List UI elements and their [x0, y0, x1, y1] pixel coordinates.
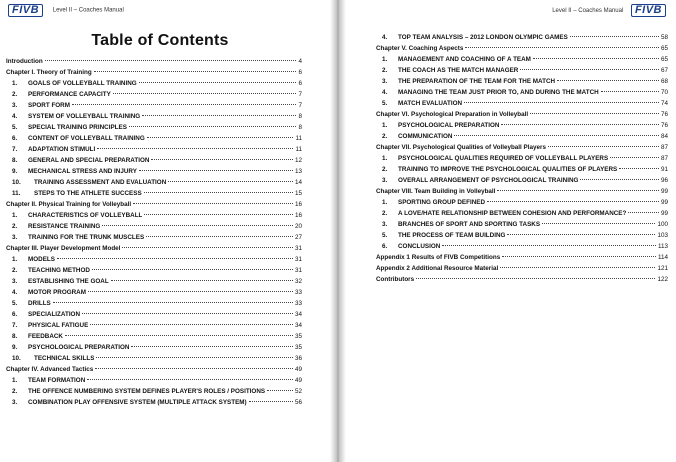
toc-entry-title: ESTABLISHING THE GOAL [28, 278, 109, 285]
toc-entry-title: CHARACTERISTICS OF VOLLEYBALL [28, 212, 143, 219]
toc-entry-title: COMBINATION PLAY OFFENSIVE SYSTEM (MULTIPLE ATTACK SYSTEM) [28, 399, 247, 406]
book-gutter [330, 0, 346, 462]
toc-entry-number: 10. [12, 355, 21, 362]
dot-leader [548, 146, 659, 147]
dot-leader [497, 190, 659, 191]
toc-entry-number: 6. [382, 243, 388, 250]
toc-entry-row[interactable] [6, 122, 302, 133]
toc-entry-number: 1. [12, 212, 18, 219]
dot-leader [465, 47, 659, 48]
toc-entry-title: ADAPTATION STIMULI [28, 146, 96, 153]
toc-chapter-row[interactable] [376, 43, 668, 54]
toc-entry-title: PHYSICAL FATIGUE [28, 322, 89, 329]
toc-entry-number: 2. [382, 166, 388, 173]
toc-page-number: 34 [294, 322, 302, 329]
toc-page-number: 6 [298, 80, 302, 87]
dot-leader [168, 181, 293, 182]
toc-entry-row[interactable] [6, 177, 302, 188]
toc-entry-row[interactable] [376, 164, 668, 175]
toc-chapter-row[interactable] [376, 186, 668, 197]
toc-entry-number: 2. [382, 67, 388, 74]
toc-entry-title: SPORT FORM [28, 102, 70, 109]
toc-chapter-row[interactable] [376, 263, 668, 274]
toc-entry-number: 1. [12, 80, 18, 87]
dot-leader [94, 71, 297, 72]
toc-chapter-row[interactable] [376, 142, 668, 153]
toc-entry-row[interactable] [376, 175, 668, 186]
toc-entry-title: PERFORMANCE CAPACITY [28, 91, 111, 98]
toc-entry-row[interactable] [6, 111, 302, 122]
toc-entry-title: Contributors [376, 276, 415, 283]
toc-entry-number: 1. [382, 199, 388, 206]
toc-entry-row[interactable] [6, 100, 302, 111]
toc-entry-row[interactable] [6, 298, 302, 309]
dot-leader [129, 126, 297, 127]
toc-page-number: 4 [298, 58, 302, 65]
toc-page-number: 15 [294, 190, 302, 197]
dot-leader [580, 179, 659, 180]
toc-chapter-row[interactable] [6, 67, 302, 78]
dot-leader [88, 291, 293, 292]
toc-page-number: 20 [294, 223, 302, 230]
toc-entry-row[interactable] [6, 397, 302, 408]
toc-chapter-row[interactable] [376, 252, 668, 263]
toc-page-number: 99 [660, 210, 668, 217]
toc-page-number: 8 [298, 113, 302, 120]
toc-entry-row[interactable] [6, 166, 302, 177]
toc-entry-title: Chapter III. Player Development Model [6, 245, 121, 252]
toc-entry-row[interactable] [376, 219, 668, 230]
toc-entry-row[interactable] [376, 65, 668, 76]
toc-page-number: 16 [294, 212, 302, 219]
toc-entry-number: 4. [382, 89, 388, 96]
toc-entry-row[interactable] [376, 98, 668, 109]
toc-entry-row[interactable] [376, 241, 668, 252]
toc-list-right [376, 32, 668, 285]
toc-entry-title: Chapter VI. Psychological Preparation in Volleyball [376, 111, 529, 118]
toc-entry-title: FEEDBACK [28, 333, 63, 340]
dot-leader [610, 157, 659, 158]
toc-page-number: 8 [298, 124, 302, 131]
toc-page-number: 16 [294, 201, 302, 208]
toc-entry-row[interactable] [6, 320, 302, 331]
toc-entry-title: COMMUNICATION [398, 133, 453, 140]
toc-entry-row[interactable] [6, 210, 302, 221]
toc-entry-row[interactable] [376, 87, 668, 98]
toc-entry-title: THE PREPARATION OF THE TEAM FOR THE MATCH [398, 78, 556, 85]
toc-entry-row[interactable] [376, 208, 668, 219]
toc-entry-number: 7. [12, 322, 18, 329]
toc-entry-title: RESISTANCE TRAINING [28, 223, 101, 230]
toc-page-number: 49 [294, 377, 302, 384]
toc-entry-number: 3. [382, 78, 388, 85]
toc-entry-row[interactable] [6, 386, 302, 397]
toc-page-number: 12 [294, 157, 302, 164]
toc-page-number: 27 [294, 234, 302, 241]
dot-leader [111, 280, 293, 281]
toc-page-number: 68 [660, 78, 668, 85]
dot-leader [82, 313, 293, 314]
dot-leader [442, 245, 656, 246]
toc-entry-number: 7. [12, 146, 18, 153]
dot-leader [57, 258, 293, 259]
toc-entry-title: Chapter I. Theory of Training [6, 69, 92, 76]
dot-leader [72, 104, 297, 105]
toc-entry-row[interactable] [6, 232, 302, 243]
toc-entry-title: Appendix 1 Results of FIVB Competitions [376, 254, 501, 261]
toc-entry-title: TRAINING ASSESSMENT AND EVALUATION [34, 179, 167, 186]
toc-entry-row[interactable] [6, 188, 302, 199]
dot-leader [507, 234, 655, 235]
toc-entry-row[interactable] [6, 375, 302, 386]
toc-page-number: 76 [660, 122, 668, 129]
dot-leader [147, 137, 294, 138]
toc-entry-title: CONTENT OF VOLLEYBALL TRAINING [28, 135, 145, 142]
dot-leader [601, 91, 659, 92]
toc-page-number: 114 [657, 254, 668, 261]
toc-entry-title: Appendix 2 Additional Resource Material [376, 265, 499, 272]
toc-page-number: 58 [660, 34, 668, 41]
toc-title: Table of Contents [91, 32, 229, 49]
toc-chapter-row[interactable] [6, 56, 302, 67]
toc-entry-title: TECHNICAL SKILLS [34, 355, 95, 362]
toc-entry-title: Chapter IV. Advanced Tactics [6, 366, 94, 373]
toc-entry-row[interactable] [376, 230, 668, 241]
fivb-logo: FIVB [8, 4, 43, 17]
dot-leader [501, 124, 659, 125]
toc-entry-number: 6. [12, 311, 18, 318]
manual-label: Level II – Coaches Manual [552, 7, 624, 14]
toc-page-number: 35 [294, 333, 302, 340]
toc-entry-title: STEPS TO THE ATHLETE SUCCESS [34, 190, 142, 197]
toc-chapter-row[interactable] [6, 199, 302, 210]
toc-entry-title: MANAGEMENT AND COACHING OF A TEAM [398, 56, 531, 63]
toc-page-number: 65 [660, 56, 668, 63]
toc-entry-number: 3. [12, 399, 18, 406]
toc-entry-number: 1. [382, 56, 388, 63]
left-page [0, 0, 336, 462]
toc-entry-title: CONCLUSION [398, 243, 441, 250]
dot-leader [97, 148, 293, 149]
toc-entry-number: 3. [12, 234, 18, 241]
toc-chapter-row[interactable] [6, 243, 302, 254]
toc-entry-title: SPECIAL TRAINING PRINCIPLES [28, 124, 127, 131]
toc-page-number: 11 [295, 135, 302, 142]
dot-leader [249, 401, 293, 402]
toc-entry-row[interactable] [6, 155, 302, 166]
toc-page-number: 31 [294, 245, 302, 252]
toc-entry-title: DRILLS [28, 300, 51, 307]
toc-entry-title: MODELS [28, 256, 55, 263]
toc-entry-number: 3. [12, 278, 18, 285]
toc-page-number: 33 [294, 300, 302, 307]
toc-entry-title: MECHANICAL STRESS AND INJURY [28, 168, 137, 175]
toc-entry-row[interactable] [376, 32, 668, 43]
toc-page-number: 13 [294, 168, 302, 175]
toc-entry-number: 10. [12, 179, 21, 186]
dot-leader [464, 102, 659, 103]
toc-page-number: 7 [298, 102, 302, 109]
toc-entry-number: 5. [382, 100, 388, 107]
toc-page-number: 32 [294, 278, 302, 285]
toc-page-number: 74 [660, 100, 668, 107]
dot-leader [144, 214, 293, 215]
dot-leader [520, 69, 659, 70]
toc-entry-title: PSYCHOLOGICAL PREPARATION [398, 122, 500, 129]
toc-entry-row[interactable] [6, 78, 302, 89]
dot-leader [95, 368, 293, 369]
toc-entry-row[interactable] [6, 133, 302, 144]
toc-page-number: 99 [660, 188, 668, 195]
toc-entry-number: 4. [12, 113, 18, 120]
toc-entry-row[interactable] [6, 309, 302, 320]
toc-entry-title: TEACHING METHOD [28, 267, 90, 274]
toc-entry-title: MANAGING THE TEAM JUST PRIOR TO, AND DURING THE MATCH [398, 89, 599, 96]
dot-leader [416, 278, 655, 279]
toc-page-number: 56 [294, 399, 302, 406]
toc-page-number: 6 [298, 69, 302, 76]
toc-entry-title: OVERALL ARRANGEMENT OF PSYCHOLOGICAL TRAINING [398, 177, 579, 184]
toc-entry-number: 2. [12, 267, 18, 274]
dot-leader [133, 203, 293, 204]
toc-entry-number: 8. [12, 333, 18, 340]
dot-leader [530, 113, 659, 114]
toc-page-number: 52 [294, 388, 302, 395]
toc-entry-row[interactable] [376, 54, 668, 65]
toc-page-number: 100 [657, 221, 668, 228]
dot-leader [139, 170, 293, 171]
toc-page-number: 121 [657, 265, 668, 272]
toc-entry-title: TRAINING TO IMPROVE THE PSYCHOLOGICAL QUALITIES OF PLAYERS [398, 166, 618, 173]
toc-entry-title: Chapter VIII. Team Building in Volleyball [376, 188, 496, 195]
dot-leader [151, 159, 293, 160]
toc-entry-number: 5. [12, 124, 18, 131]
toc-entry-number: 4. [12, 289, 18, 296]
toc-entry-number: 2. [382, 210, 388, 217]
toc-entry-title: SYSTEM OF VOLLEYBALL TRAINING [28, 113, 141, 120]
toc-page-number: 87 [660, 144, 668, 151]
toc-entry-row[interactable] [6, 276, 302, 287]
toc-entry-title: THE PROCESS OF TEAM BUILDING [398, 232, 506, 239]
toc-entry-title: BRANCHES OF SPORT AND SPORTING TASKS [398, 221, 541, 228]
toc-entry-number: 1. [12, 377, 18, 384]
toc-entry-title: SPECIALIZATION [28, 311, 81, 318]
toc-page-number: 84 [660, 133, 668, 140]
dot-leader [454, 135, 659, 136]
toc-page-number: 35 [294, 344, 302, 351]
toc-entry-title: TEAM FORMATION [28, 377, 86, 384]
dot-leader [533, 58, 659, 59]
toc-chapter-row[interactable] [376, 274, 668, 285]
dot-leader [122, 247, 293, 248]
dot-leader [570, 36, 659, 37]
dot-leader [487, 201, 659, 202]
toc-entry-row[interactable] [376, 197, 668, 208]
toc-entry-number: 5. [12, 300, 18, 307]
toc-page-number: 87 [660, 155, 668, 162]
right-page-header [552, 4, 666, 20]
dot-leader [502, 256, 656, 257]
toc-entry-number: 2. [12, 223, 18, 230]
right-page [340, 0, 676, 462]
dot-leader [87, 379, 293, 380]
dot-leader [619, 168, 659, 169]
toc-page-number: 34 [294, 311, 302, 318]
toc-entry-title: TOP TEAM ANALYSIS – 2012 LONDON OLYMPIC GAMES [398, 34, 568, 41]
toc-page-number: 65 [660, 45, 668, 52]
fivb-logo: FIVB [631, 4, 666, 17]
toc-chapter-row[interactable] [6, 364, 302, 375]
dot-leader [557, 80, 659, 81]
toc-page-number: 36 [294, 355, 302, 362]
toc-entry-title: GENERAL AND SPECIAL PREPARATION [28, 157, 150, 164]
manual-label: Level II – Coaches Manual [52, 7, 124, 14]
toc-page-number: 70 [660, 89, 668, 96]
toc-entry-row[interactable] [376, 153, 668, 164]
toc-entry-row[interactable] [6, 342, 302, 353]
toc-entry-title: THE COACH AS THE MATCH MANAGER [398, 67, 519, 74]
toc-entry-number: 3. [382, 221, 388, 228]
toc-list-left [6, 56, 302, 408]
toc-page-number: 113 [657, 243, 668, 250]
dot-leader [500, 267, 655, 268]
toc-entry-number: 2. [12, 91, 18, 98]
toc-entry-number: 2. [382, 133, 388, 140]
toc-entry-title: Chapter V. Coaching Aspects [376, 45, 464, 52]
toc-page-number: 49 [294, 366, 302, 373]
toc-entry-row[interactable] [6, 287, 302, 298]
dot-leader [65, 335, 293, 336]
toc-entry-title: A LOVE/HATE RELATIONSHIP BETWEEN COHESION AND PERFORMANCE? [398, 210, 627, 217]
toc-entry-number: 5. [382, 232, 388, 239]
toc-entry-number: 3. [12, 102, 18, 109]
toc-page-number: 96 [660, 177, 668, 184]
toc-entry-number: 1. [382, 155, 388, 162]
toc-page-number: 67 [660, 67, 668, 74]
toc-page-number: 7 [298, 91, 302, 98]
toc-entry-title: Chapter II. Physical Training for Volleyball [6, 201, 132, 208]
toc-entry-row[interactable] [6, 144, 302, 155]
toc-entry-title: Introduction [6, 58, 43, 65]
dot-leader [542, 223, 655, 224]
toc-entry-number: 11. [12, 190, 21, 197]
toc-entry-number: 8. [12, 157, 18, 164]
toc-entry-row[interactable] [6, 89, 302, 100]
toc-page-number: 76 [660, 111, 668, 118]
dot-leader [267, 390, 293, 391]
dot-leader [90, 324, 293, 325]
dot-leader [113, 93, 297, 94]
toc-entry-title: SPORTING GROUP DEFINED [398, 199, 486, 206]
toc-page-number: 122 [657, 276, 668, 283]
toc-entry-number: 1. [12, 256, 18, 263]
toc-entry-number: 3. [382, 177, 388, 184]
toc-entry-title: PSYCHOLOGICAL QUALITIES REQUIRED OF VOLLEYBALL PLAYERS [398, 155, 609, 162]
dot-leader [139, 82, 297, 83]
toc-entry-title: TRAINING FOR THE TRUNK MUSCLES [28, 234, 145, 241]
toc-entry-row[interactable] [6, 221, 302, 232]
toc-entry-title: PSYCHOLOGICAL PREPARATION [28, 344, 130, 351]
toc-entry-row[interactable] [6, 254, 302, 265]
toc-page-number: 14 [294, 179, 302, 186]
toc-chapter-row[interactable] [376, 109, 668, 120]
toc-page-number: 11 [295, 146, 302, 153]
toc-page-number: 31 [294, 267, 302, 274]
toc-entry-number: 9. [12, 168, 18, 175]
toc-entry-row[interactable] [6, 331, 302, 342]
dot-leader [53, 302, 293, 303]
toc-entry-title: MATCH EVALUATION [398, 100, 463, 107]
toc-entry-title: Chapter VII. Psychological Qualities of Volleyball Players [376, 144, 546, 151]
toc-page-number: 33 [294, 289, 302, 296]
toc-entry-title: THE OFFENCE NUMBERING SYSTEM DEFINES PLAYER'S ROLES / POSITIONS [28, 388, 266, 395]
toc-entry-title: MOTOR PROGRAM [28, 289, 86, 296]
dot-leader [146, 236, 293, 237]
toc-entry-number: 6. [12, 135, 18, 142]
toc-entry-row[interactable] [376, 76, 668, 87]
toc-page-number: 103 [657, 232, 668, 239]
dot-leader [96, 357, 293, 358]
dot-leader [144, 192, 293, 193]
left-page-header [8, 4, 124, 20]
toc-page-number: 99 [660, 199, 668, 206]
toc-entry-number: 2. [12, 388, 18, 395]
dot-leader [142, 115, 296, 116]
toc-entry-row[interactable] [376, 131, 668, 142]
toc-entry-number: 1. [382, 122, 388, 129]
toc-entry-row[interactable] [6, 353, 302, 364]
toc-entry-row[interactable] [376, 120, 668, 131]
toc-page-number: 31 [294, 256, 302, 263]
dot-leader [45, 60, 297, 61]
dot-leader [102, 225, 293, 226]
dot-leader [628, 212, 659, 213]
toc-entry-title: GOALS OF VOLLEYBALL TRAINING [28, 80, 137, 87]
toc-entry-row[interactable] [6, 265, 302, 276]
toc-page-number: 91 [660, 166, 668, 173]
dot-leader [131, 346, 293, 347]
toc-entry-number: 9. [12, 344, 18, 351]
toc-entry-number: 4. [382, 34, 388, 41]
dot-leader [92, 269, 293, 270]
